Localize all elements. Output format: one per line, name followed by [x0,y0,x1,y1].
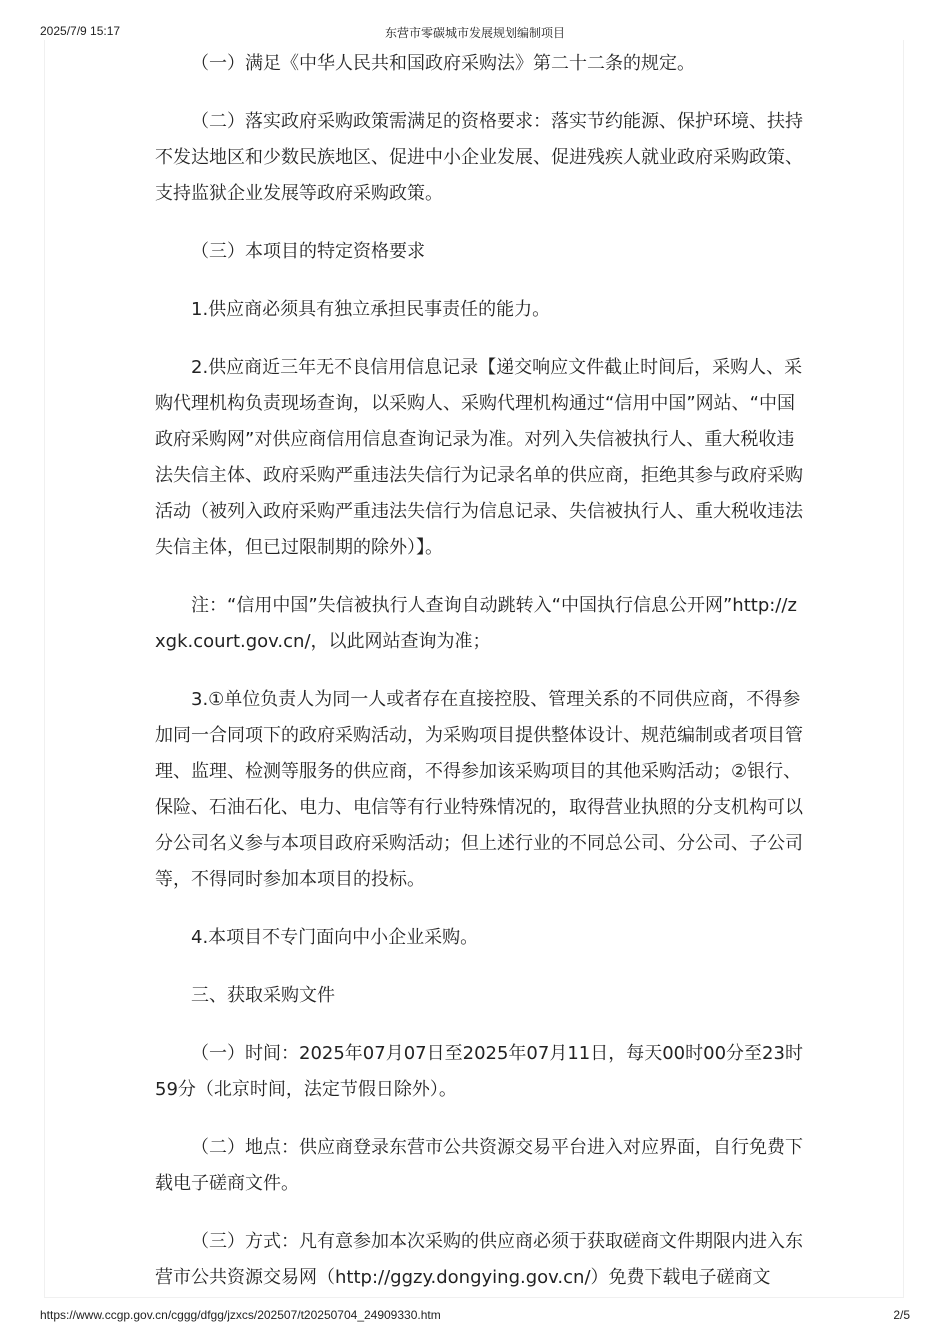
page-url: https://www.ccgp.gov.cn/cggg/dfgg/jzxcs/202507/t20250704_24909330.htm [40,1308,441,1322]
paragraph-requirement-4: 4.本项目不专门面向中小企业采购。 [191,927,479,948]
paragraph-obtain-location: （二）地点：供应商登录东营市公共资源交易平台进入对应界面，自行免费下载电子磋商文件。 [155,1137,803,1194]
print-footer [40,1308,910,1328]
paragraph-qualification-2: （二）落实政府采购政策需满足的资格要求：落实节约能源、保护环境、扶持不发达地区和少数民族地区、促进中小企业发展、促进残疾人就业政府采购政策、支持监狱企业发展等政府采购政策。 [155,111,803,204]
section-heading-obtain-documents: 三、获取采购文件 [191,985,335,1006]
paragraph-obtain-time: （一）时间：2025年07月07日至2025年07月11日，每天00时00分至23时59分（北京时间，法定节假日除外）。 [155,1043,803,1100]
paragraph-obtain-method: （三）方式：凡有意参加本次采购的供应商必须于获取磋商文件期限内进入东营市公共资源交易网（http://ggzy.dongying.gov.cn/）免费下载电子磋商文 [155,1231,803,1288]
paragraph-requirement-2: 2.供应商近三年无不良信用信息记录【递交响应文件截止时间后，采购人、采购代理机构负责现场查询，以采购人、采购代理机构通过“信用中国”网站、“中国政府采购网”对供应商信用信息查询记录为准。对列入失信被执行人、重大税收违法失信主体、政府采购严重违法失信行为记录名单的供应商，拒绝其参与政府采购活动（被列入政府采购严重违法失信行为信息记录、失信被执行人、重大税收违法失信主体，但已过限制期的除外）】。 [155,357,803,558]
paragraph-requirement-1: 1.供应商必须具有独立承担民事责任的能力。 [191,299,551,320]
print-header [40,20,910,40]
paragraph-requirement-3: 3.①单位负责人为同一人或者存在直接控股、管理关系的不同供应商，不得参加同一合同项下的政府采购活动，为采购项目提供整体设计、规范编制或者项目管理、监理、检测等服务的供应商，不得参加该采购项目的其他采购活动；②银行、保险、石油石化、电力、电信等有行业特殊情况的，取得营业执照的分支机构可以分公司名义参与本项目政府采购活动；但上述行业的不同总公司、分公司、子公司等，不得同时参加本项目的投标。 [155,689,803,890]
paragraph-note: 注：“信用中国”失信被执行人查询自动跳转入“中国执行信息公开网”http://zxgk.court.gov.cn/，以此网站查询为准； [155,595,797,652]
paragraph-qualification-3-heading: （三）本项目的特定资格要求 [191,241,425,262]
paragraph-qualification-1: （一）满足《中华人民共和国政府采购法》第二十二条的规定。 [191,53,695,74]
document-title: 东营市零碳城市发展规划编制项目 [384,26,565,40]
page-number: 2/5 [893,1308,910,1322]
print-datetime: 2025/7/9 15:17 [40,24,121,38]
document-body [155,46,805,1318]
